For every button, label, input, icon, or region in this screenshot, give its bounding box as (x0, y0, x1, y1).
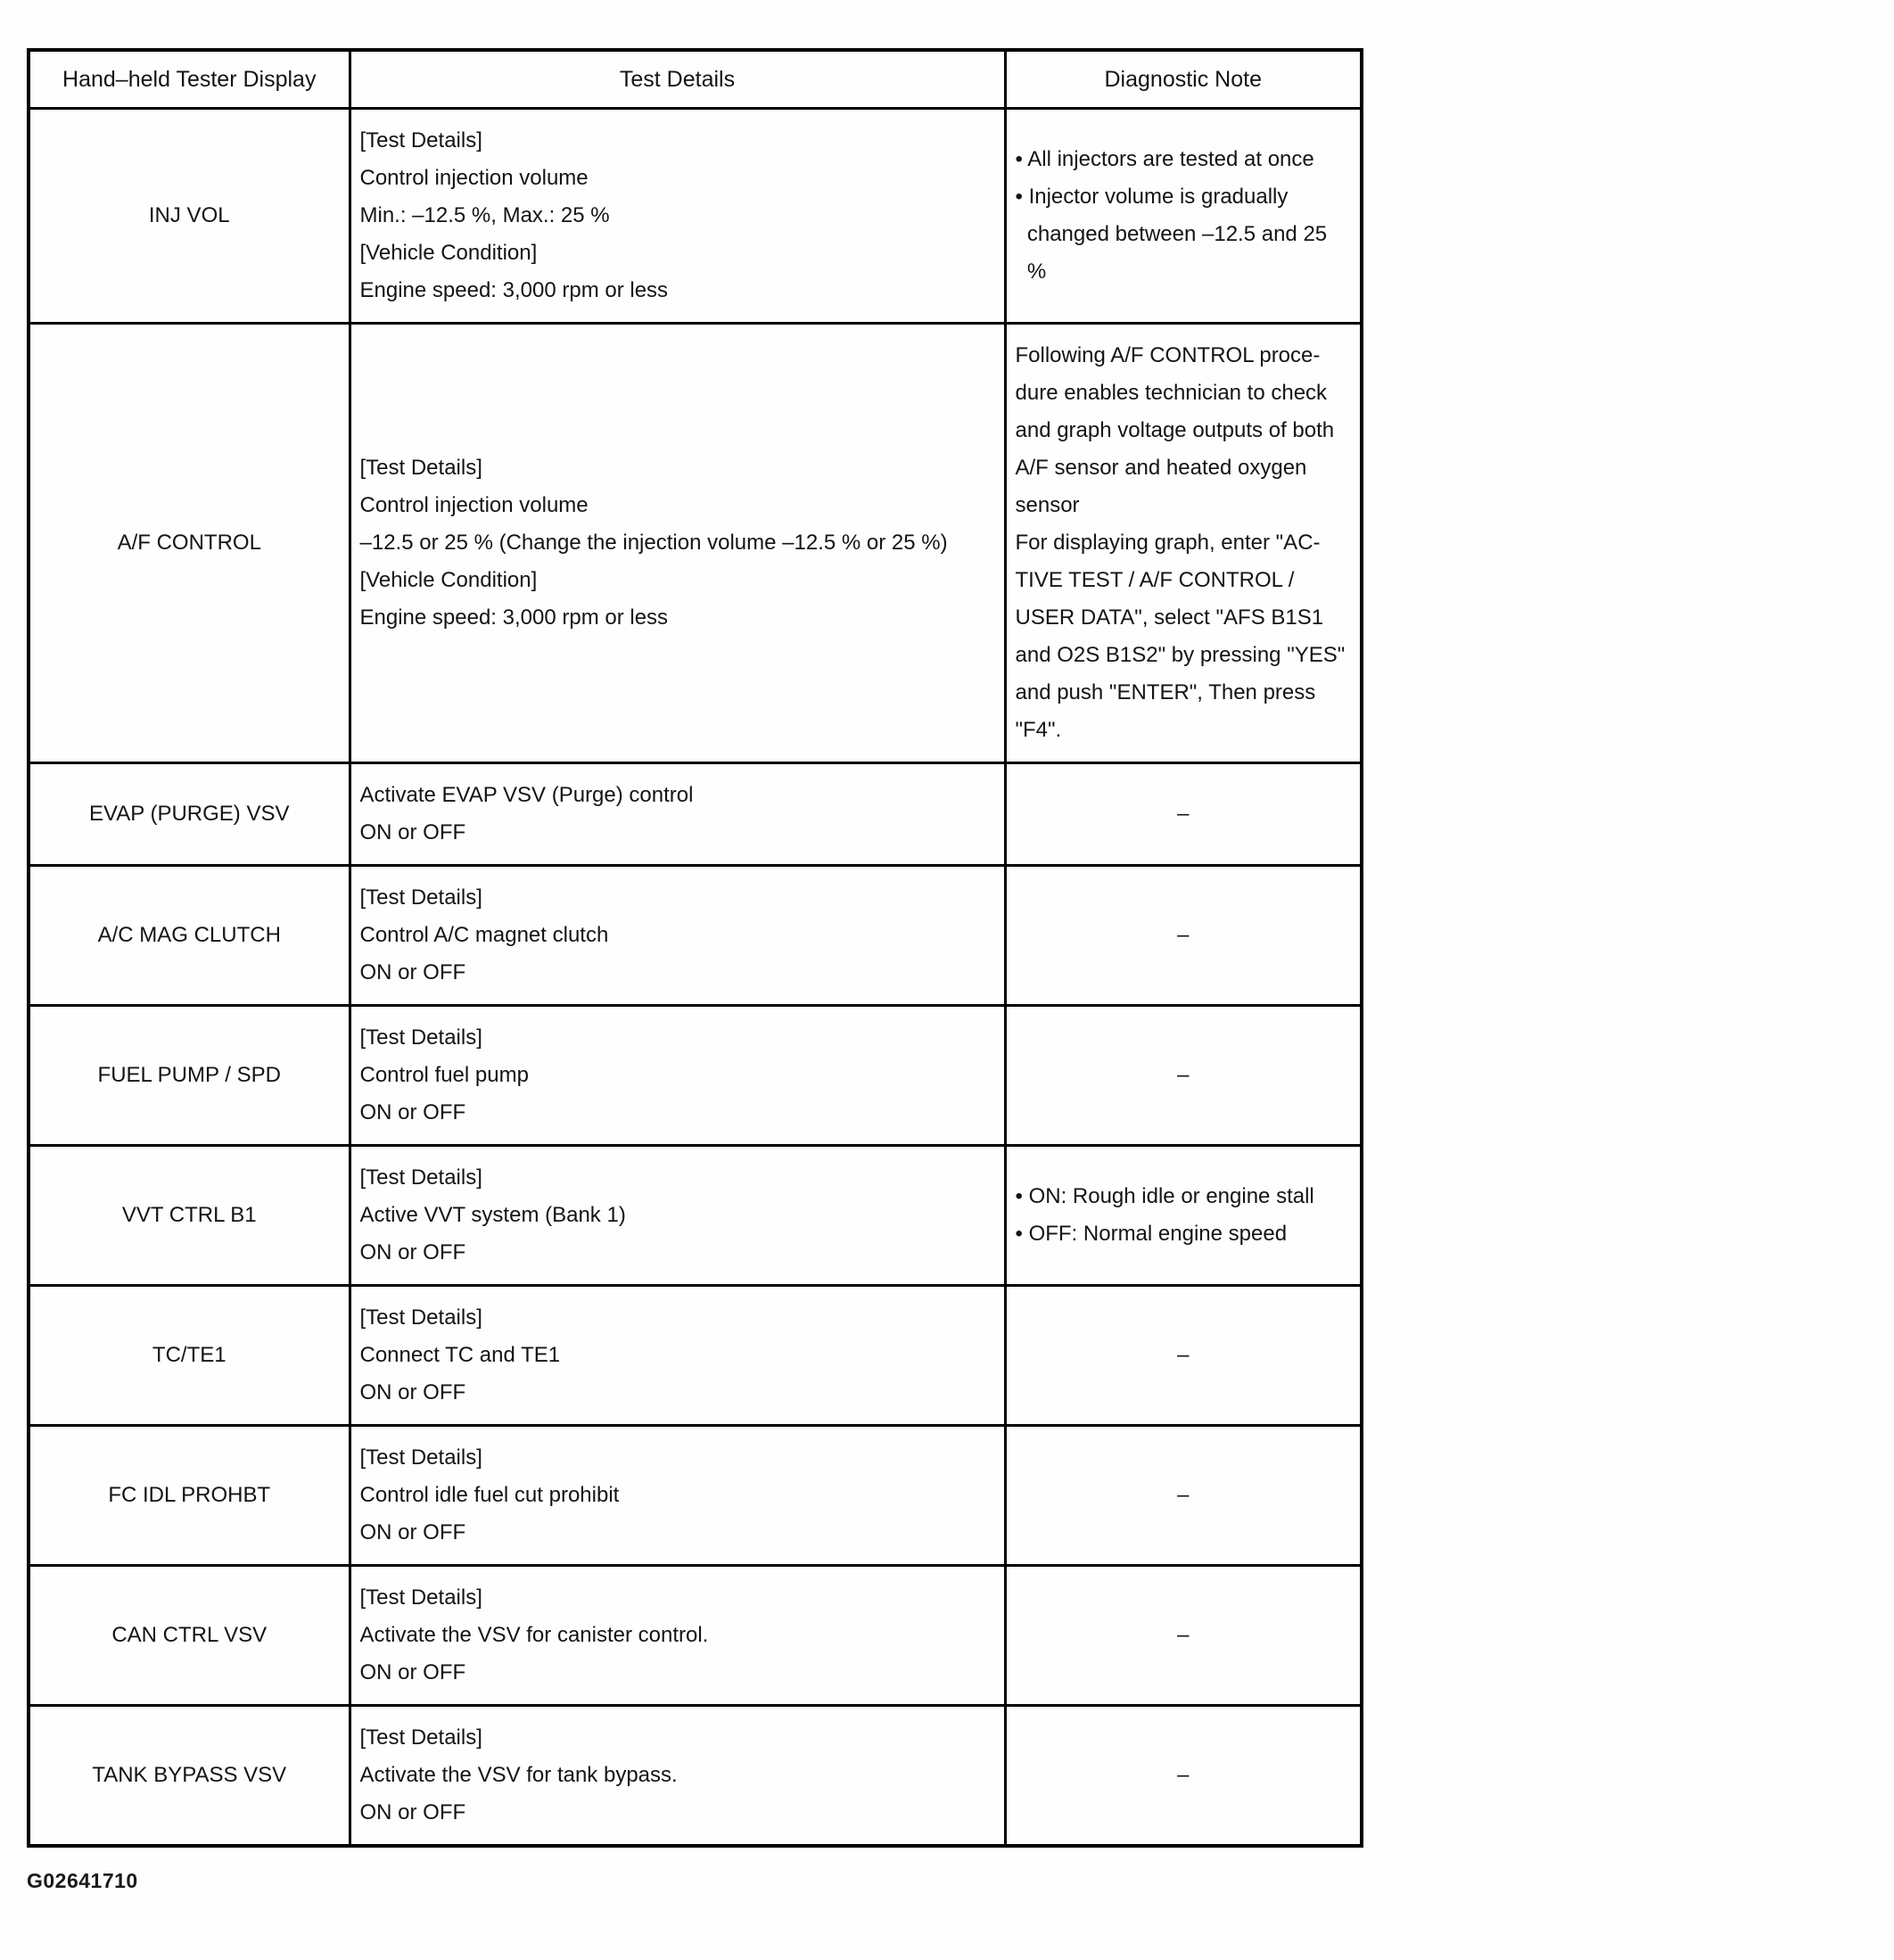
text-line: –12.5 or 25 % (Change the injection volume –12.5 % or 25 %) (359, 531, 948, 555)
diagnostic-note-cell (1005, 1426, 1362, 1566)
text-line: Engine speed: 3,000 rpm or less (359, 605, 669, 630)
table-row (29, 1286, 1362, 1426)
test-details-cell (350, 1566, 1005, 1706)
text-line: ON or OFF (359, 1520, 466, 1544)
text-line: [Test Details] (359, 456, 482, 480)
diagnostic-note-cell (1005, 1706, 1362, 1847)
text-line: % (1015, 259, 1047, 284)
text-line: A/F sensor and heated oxygen (1015, 456, 1307, 480)
text-line: – (1177, 1763, 1190, 1787)
text-line: Control idle fuel cut prohibit (359, 1483, 620, 1507)
table-row (29, 1566, 1362, 1706)
text-line: sensor (1015, 493, 1080, 517)
test-details-cell (350, 1146, 1005, 1286)
text-line: Min.: –12.5 %, Max.: 25 % (359, 203, 610, 227)
text-line: • ON: Rough idle or engine stall (1015, 1184, 1314, 1208)
text-line: [Test Details] (359, 1445, 482, 1470)
text-line: Control A/C magnet clutch (359, 923, 609, 947)
active-test-table (27, 48, 1363, 1848)
tester-display-cell: INJ VOL (29, 109, 350, 324)
text-line: ON or OFF (359, 1380, 466, 1404)
text-line: ON or OFF (359, 820, 466, 844)
test-details-cell (350, 109, 1005, 324)
text-line: • Injector volume is gradually (1015, 185, 1289, 209)
text-line: – (1177, 1623, 1190, 1647)
text-line: ON or OFF (359, 960, 466, 984)
text-line: USER DATA", select "AFS B1S1 (1015, 605, 1324, 630)
diagnostic-note-cell (1005, 109, 1362, 324)
tester-display-cell: FC IDL PROHBT (29, 1426, 350, 1566)
diagnostic-note-cell (1005, 866, 1362, 1006)
text-line: [Test Details] (359, 1725, 482, 1750)
table-row (29, 1706, 1362, 1847)
table-row (29, 1426, 1362, 1566)
test-details-cell (350, 1006, 1005, 1146)
text-line: Active VVT system (Bank 1) (359, 1203, 626, 1227)
table-row (29, 1006, 1362, 1146)
diagnostic-note-cell (1005, 324, 1362, 763)
text-line: changed between –12.5 and 25 (1015, 222, 1328, 246)
test-details-cell (350, 1426, 1005, 1566)
text-line: "F4". (1015, 718, 1062, 742)
text-line: Following A/F CONTROL proce- (1015, 343, 1321, 367)
text-line: [Test Details] (359, 1025, 482, 1050)
test-details-cell (350, 324, 1005, 763)
diagnostic-note-cell (1005, 1286, 1362, 1426)
tester-display-cell: VVT CTRL B1 (29, 1146, 350, 1286)
text-line: • All injectors are tested at once (1015, 147, 1314, 171)
text-line: [Test Details] (359, 1585, 482, 1610)
diagnostic-note-cell (1005, 1566, 1362, 1706)
tester-display-cell: TC/TE1 (29, 1286, 350, 1426)
text-line: For displaying graph, enter "AC- (1015, 531, 1321, 555)
column-header-tester-display: Hand–held Tester Display (29, 50, 350, 109)
column-header-diagnostic-note: Diagnostic Note (1005, 50, 1362, 109)
text-line: and push "ENTER", Then press (1015, 680, 1316, 704)
text-line: [Test Details] (359, 885, 482, 910)
tester-display-cell: FUEL PUMP / SPD (29, 1006, 350, 1146)
text-line: Connect TC and TE1 (359, 1343, 561, 1367)
text-line: – (1177, 1343, 1190, 1367)
text-line: [Test Details] (359, 1305, 482, 1330)
text-line: and O2S B1S2" by pressing "YES" (1015, 643, 1346, 667)
text-line: TIVE TEST / A/F CONTROL / (1015, 568, 1295, 592)
test-details-cell (350, 866, 1005, 1006)
text-line: ON or OFF (359, 1800, 466, 1824)
table-body (29, 109, 1362, 1847)
text-line: – (1177, 923, 1190, 947)
table-row (29, 1146, 1362, 1286)
text-line: dure enables technician to check (1015, 381, 1328, 405)
text-line: ON or OFF (359, 1240, 466, 1264)
text-line: – (1177, 802, 1190, 826)
text-line: and graph voltage outputs of both (1015, 418, 1335, 442)
table-header (29, 50, 1362, 109)
text-line: Activate EVAP VSV (Purge) control (359, 783, 694, 807)
diagnostic-note-cell (1005, 1146, 1362, 1286)
column-header-test-details: Test Details (350, 50, 1005, 109)
tester-display-cell: TANK BYPASS VSV (29, 1706, 350, 1847)
test-details-cell (350, 1286, 1005, 1426)
text-line: – (1177, 1063, 1190, 1087)
text-line: Control injection volume (359, 166, 589, 190)
text-line: [Test Details] (359, 128, 482, 152)
text-line: • OFF: Normal engine speed (1015, 1222, 1288, 1246)
table-row (29, 763, 1362, 866)
text-line: Control injection volume (359, 493, 589, 517)
text-line: Engine speed: 3,000 rpm or less (359, 278, 669, 302)
figure-id: G02641710 (27, 1869, 138, 1892)
table-row (29, 866, 1362, 1006)
tester-display-cell: CAN CTRL VSV (29, 1566, 350, 1706)
diagnostic-note-cell (1005, 763, 1362, 866)
tester-display-cell: EVAP (PURGE) VSV (29, 763, 350, 866)
text-line: [Vehicle Condition] (359, 568, 538, 592)
text-line: ON or OFF (359, 1100, 466, 1124)
table-row (29, 109, 1362, 324)
diagnostic-note-cell (1005, 1006, 1362, 1146)
test-details-cell (350, 763, 1005, 866)
table-row (29, 324, 1362, 763)
text-line: ON or OFF (359, 1660, 466, 1684)
tester-display-cell: A/F CONTROL (29, 324, 350, 763)
text-line: [Test Details] (359, 1165, 482, 1190)
text-line: Activate the VSV for canister control. (359, 1623, 709, 1647)
tester-display-cell: A/C MAG CLUTCH (29, 866, 350, 1006)
text-line: Control fuel pump (359, 1063, 529, 1087)
text-line: – (1177, 1483, 1190, 1507)
text-line: [Vehicle Condition] (359, 241, 538, 265)
text-line: Activate the VSV for tank bypass. (359, 1763, 678, 1787)
test-details-cell (350, 1706, 1005, 1847)
header-row (29, 50, 1362, 109)
